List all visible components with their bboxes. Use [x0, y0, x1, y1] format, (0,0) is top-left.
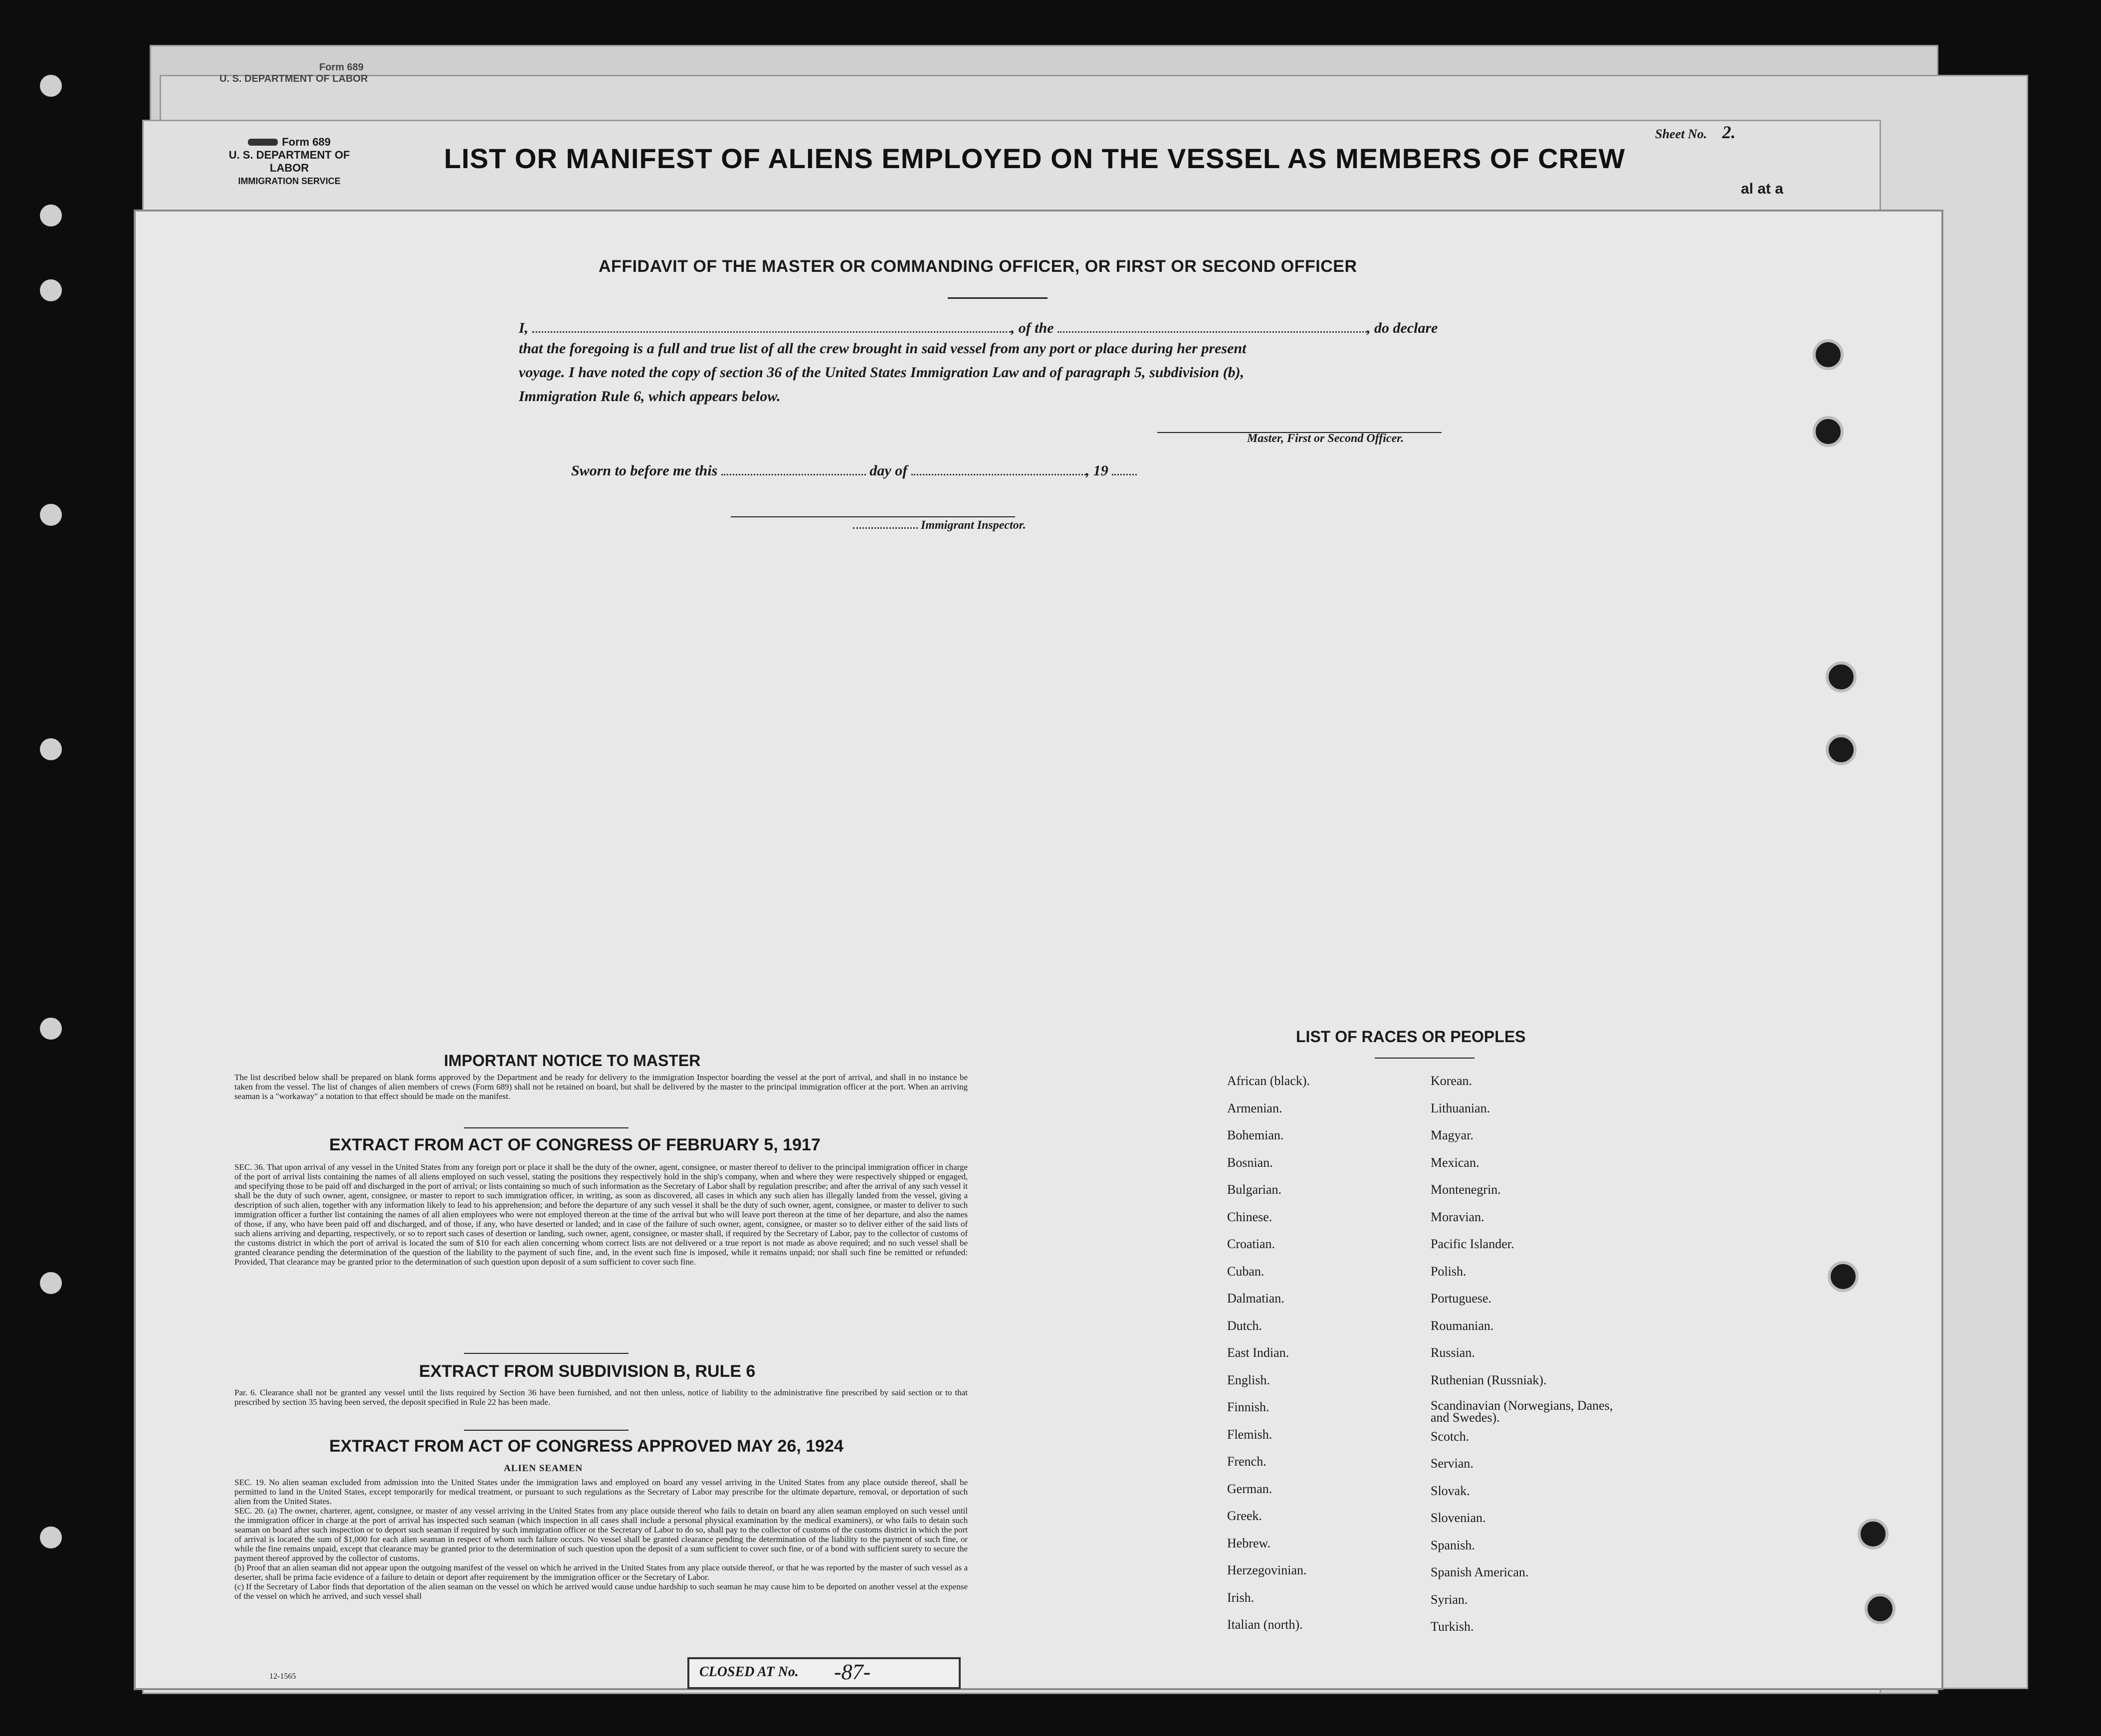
vessel-blank	[1057, 316, 1367, 333]
section-rule	[464, 1353, 629, 1354]
extract-1924-text	[234, 1478, 968, 1601]
race-item: Irish.	[1227, 1590, 1255, 1605]
race-item: Hebrew.	[1227, 1535, 1271, 1550]
film-hole	[40, 1272, 62, 1294]
extract-1924-sec19: SEC. 19. No alien seaman excluded from admission into the United States under the immigration laws and employed on board any vessel arriving in the United States from any place outside thereof, shall be permitted to land in the United States, except temporarily for medical treatment, or pursuant to such regulations as the Secretary of Labor may prescribe for the ultimate departure, removal, or deportation of such alien from the United States.	[234, 1478, 968, 1506]
affidavit-line-4: Immigration Rule 6, which appears below.	[519, 388, 781, 405]
races-rule	[1375, 1058, 1474, 1059]
race-item: Servian.	[1431, 1456, 1473, 1471]
race-item: East Indian.	[1227, 1345, 1289, 1360]
inspector-signature-line	[731, 516, 1015, 517]
race-item: Bosnian.	[1227, 1155, 1273, 1170]
race-item: Moravian.	[1431, 1209, 1484, 1224]
film-hole	[40, 1526, 62, 1548]
race-item: Croatian.	[1227, 1237, 1275, 1251]
manifest-title: LIST OR MANIFEST OF ALIENS EMPLOYED ON THE VESSEL AS MEMBERS OF CREW	[444, 143, 1626, 174]
affidavit-of-the: , of the	[1011, 320, 1054, 336]
film-hole	[40, 738, 62, 760]
punch-hole	[1826, 661, 1857, 692]
race-item: Spanish.	[1431, 1537, 1475, 1552]
race-item: Bulgarian.	[1227, 1182, 1282, 1197]
affidavit-line-3: voyage. I have noted the copy of section 36 of the United States Immigration Law and of paragraph 5, subdivision (b),	[519, 364, 1245, 381]
extract-1917-heading: EXTRACT FROM ACT OF CONGRESS OF FEBRUARY 5, 1917	[329, 1135, 821, 1154]
heading-rule	[948, 297, 1048, 299]
affidavit-page	[134, 210, 1943, 1690]
film-hole	[40, 504, 62, 526]
sheet-value: 2.	[1722, 122, 1736, 142]
race-item: Finnish.	[1227, 1400, 1269, 1414]
form-number: Form 689	[282, 136, 331, 148]
extract-1924-sec20c: (c) If the Secretary of Labor finds that deportation of the alien seaman on the vessel on which he arrived would cause undue hardship to such seaman he may cause him to be deported on another vessel at the expense of the vessel on which he arrived, and such vessel shall	[234, 1582, 968, 1601]
back-department: U. S. DEPARTMENT OF LABOR	[219, 73, 368, 84]
sworn-year-blank	[1112, 459, 1137, 475]
affidavit-heading: AFFIDAVIT OF THE MASTER OR COMMANDING OFFICER, OR FIRST OR SECOND OFFICER	[599, 257, 1357, 276]
race-item: English.	[1227, 1372, 1270, 1387]
extract-rule6-paragraph: Par. 6. Clearance shall not be granted any vessel until the lists required by Section 36 have been furnished, and not then unless, notice of liability to the administrative fine prescribed by said section or to that prescribed by section 35 having been served, the deposit specified in Rule 22 has been made.	[234, 1388, 968, 1407]
sworn-day-blank	[721, 459, 866, 475]
race-item: Montenegrin.	[1431, 1182, 1501, 1197]
race-item: African (black).	[1227, 1074, 1310, 1088]
extract-1917-text	[234, 1162, 968, 1267]
extract-rule6-heading: EXTRACT FROM SUBDIVISION B, RULE 6	[419, 1362, 756, 1381]
race-item: Turkish.	[1431, 1619, 1474, 1634]
race-item: Lithuanian.	[1431, 1100, 1490, 1115]
punch-hole	[1813, 339, 1844, 370]
sheet-label: Sheet No.	[1655, 127, 1707, 141]
closed-at-number: -87-	[834, 1660, 871, 1684]
closed-at-label: CLOSED AT No.	[699, 1664, 799, 1680]
race-item: Greek.	[1227, 1509, 1262, 1523]
race-item: Herzegovinian.	[1227, 1563, 1307, 1577]
race-item: Italian (north).	[1227, 1617, 1303, 1632]
extract-1924-sec20b: (b) Proof that an alien seaman did not appear upon the outgoing manifest of the vessel on which he arrived in the United States from any place outside thereof, or that he was reported by the master of such vessel as a deserter, shall be prima facie evidence of a failure to detain or deport after requirement by the immigration officer or the Secretary of Labor.	[234, 1563, 968, 1582]
service: IMMIGRATION SERVICE	[238, 176, 341, 186]
notice-paragraph: The list described below shall be prepared on blank forms approved by the Department and be ready for delivery to the immigration Inspector boarding the vessel at the port of arrival, and shall in no instance be taken from the vessel. The list of changes of alien members of crews (Form 689) shall not be retained on board, but shall be delivered by the master to the principal immigration officer at the port. When an arriving seaman is a "workaway" a notation to that effect should be made on the manifest.	[234, 1073, 968, 1101]
punch-hole	[1865, 1593, 1895, 1624]
inspector-signature-label: Immigrant Inspector.	[921, 519, 1026, 532]
races-heading: LIST OF RACES OR PEOPLES	[1296, 1028, 1526, 1046]
title-tail: al at a	[1741, 181, 1784, 197]
race-item: Russian.	[1431, 1345, 1475, 1360]
race-item: German.	[1227, 1481, 1272, 1496]
punch-hole	[1813, 416, 1844, 447]
race-item: Cuban.	[1227, 1264, 1264, 1279]
stamp-icon	[248, 139, 278, 146]
section-rule	[464, 1430, 629, 1431]
affidavit-declare: , do declare	[1367, 320, 1438, 336]
notice-text	[234, 1073, 968, 1101]
race-item: Bohemian.	[1227, 1128, 1284, 1142]
inspector-blank	[853, 520, 918, 529]
race-item: Portuguese.	[1431, 1291, 1492, 1305]
extract-rule6-text	[234, 1388, 968, 1407]
race-item: Dalmatian.	[1227, 1291, 1284, 1305]
race-item: Korean.	[1431, 1074, 1472, 1088]
film-hole	[40, 1018, 62, 1040]
section-rule	[464, 1127, 629, 1128]
punch-hole	[1828, 1261, 1859, 1292]
extract-1917-paragraph: SEC. 36. That upon arrival of any vessel in the United States from any foreign port or place it shall be the duty of the owner, agent, consignee, or master thereof to deliver to the principal immigration officer in charge of the port of arrival lists containing the names of all aliens employed on such vessel, stating the positions they respectively hold in the ship's company, when and where they were respectively shipped or engaged, and specifying those to be paid off and discharged in the port of arrival; or lists containing so much of such information as the Secretary of Labor shall by regulation prescribe; and after the arrival of any such vessel it shall be the duty of such owner, agent, consignee, or master to report to such immigration officer, in writing, as soon as discovered, all cases in which any such alien has illegally landed from the vessel, giving a description of such alien, together with any information likely to lead to his apprehension; and before the departure of any such vessel it shall be the duty of such owner, agent, consignee, or master to deliver to such immigration officer a further list containing the names of all alien employees who were not employed thereon at the time of the arrival but who will leave port thereon at the time of her departure, and also the names of those, if any, who have been paid off and discharged, and of those, if any, who have deserted or landed; and in case of the failure of such owner, agent, consignee, or master so to deliver either of the said lists of such aliens arriving and departing, respectively, or so to report such cases of desertion or landing, such owner, agent, consignee, or master shall, if required by the Secretary of Labor, pay to the collector of customs of the customs district in which the port of arrival is located the sum of $10 for each alien concerning whom correct lists are not delivered or a true report is not made as above required; and no such vessel shall be granted clearance pending the determination of the question of the liability to the payment of such fine, and, in the event such fine is imposed, while it remains unpaid; nor shall such fine be remitted or refunded: Provided, That clearance may be granted prior to the determination of such question upon deposit of a sum sufficient to cover such fine.	[234, 1162, 968, 1267]
form-footer-code: 12-1565	[269, 1672, 296, 1681]
film-hole	[40, 205, 62, 226]
master-signature-label: Master, First or Second Officer.	[1247, 432, 1404, 445]
affidavit-i: I,	[519, 320, 529, 336]
race-item: Pacific Islander.	[1431, 1237, 1514, 1251]
film-hole	[40, 279, 62, 301]
race-item: Scandinavian (Norwegians, Danes, and Swedes).	[1431, 1398, 1613, 1425]
race-item: Slovak.	[1431, 1483, 1470, 1498]
race-item: Syrian.	[1431, 1592, 1468, 1607]
race-item: Spanish American.	[1431, 1565, 1529, 1579]
race-item: Dutch.	[1227, 1318, 1262, 1333]
sheet-number	[1655, 122, 1736, 143]
film-hole	[40, 75, 62, 97]
extract-1924-sec20a: SEC. 20. (a) The owner, charterer, agent, consignee, or master of any vessel arriving in the United States from any place outside thereof who fails to detain on board any alien seaman employed on such vessel until the immigration officer in charge at the port of arrival has inspected such seaman (which inspection in all cases shall include a personal physical examination by the medical examiners), or who fails to detain such seaman on board after such inspection or to deport such seaman if required by such immigration officer or the Secretary of Labor to do so, shall pay to the collector of customs of the customs district in which the port of arrival is located the sum of $1,000 for each alien seaman in respect of whom such failure occurs. No vessel shall be granted clearance pending the determination of the liability to the payment of such fine, or while the fine remains unpaid, except that clearance may be granted prior to the determination of such question upon the deposit of a sum sufficient to cover such fine, or of a bond with sufficient surety to secure the payment thereof approved by the collector of customs.	[234, 1506, 968, 1563]
race-item: French.	[1227, 1454, 1266, 1469]
department: U. S. DEPARTMENT OF LABOR	[228, 149, 350, 174]
sworn-month-blank	[911, 459, 1086, 475]
affidavit-line-1	[519, 316, 1438, 337]
day-of-text: day of	[869, 462, 908, 479]
race-item: Polish.	[1431, 1264, 1467, 1279]
alien-seamen-subheading: ALIEN SEAMEN	[504, 1463, 583, 1474]
notice-heading: IMPORTANT NOTICE TO MASTER	[444, 1052, 701, 1070]
race-item: Scotch.	[1431, 1429, 1470, 1444]
back-form-label	[219, 62, 368, 85]
punch-hole	[1858, 1519, 1889, 1549]
race-item: Mexican.	[1431, 1155, 1479, 1170]
extract-1924-heading: EXTRACT FROM ACT OF CONGRESS APPROVED MAY 26, 1924	[329, 1437, 843, 1456]
closed-at-stamp	[687, 1657, 961, 1689]
sworn-year: , 19	[1085, 462, 1108, 479]
punch-hole	[1826, 734, 1857, 765]
race-item: Chinese.	[1227, 1209, 1272, 1224]
affidavit-line-2: that the foregoing is a full and true list of all the crew brought in said vessel from any port or place during her present	[519, 340, 1247, 357]
inspector-label-row	[853, 519, 1026, 532]
race-item: Roumanian.	[1431, 1318, 1494, 1333]
sworn-text: Sworn to before me this	[571, 462, 718, 479]
race-item: Flemish.	[1227, 1427, 1272, 1442]
name-blank	[532, 316, 1011, 333]
form-header-block	[214, 136, 364, 188]
race-item: Ruthenian (Russniak).	[1431, 1372, 1547, 1387]
race-item: Slovenian.	[1431, 1511, 1486, 1525]
race-item: Armenian.	[1227, 1100, 1282, 1115]
race-item: Magyar.	[1431, 1128, 1473, 1142]
back-form-number: Form 689	[319, 62, 364, 73]
sworn-line	[571, 459, 1137, 479]
